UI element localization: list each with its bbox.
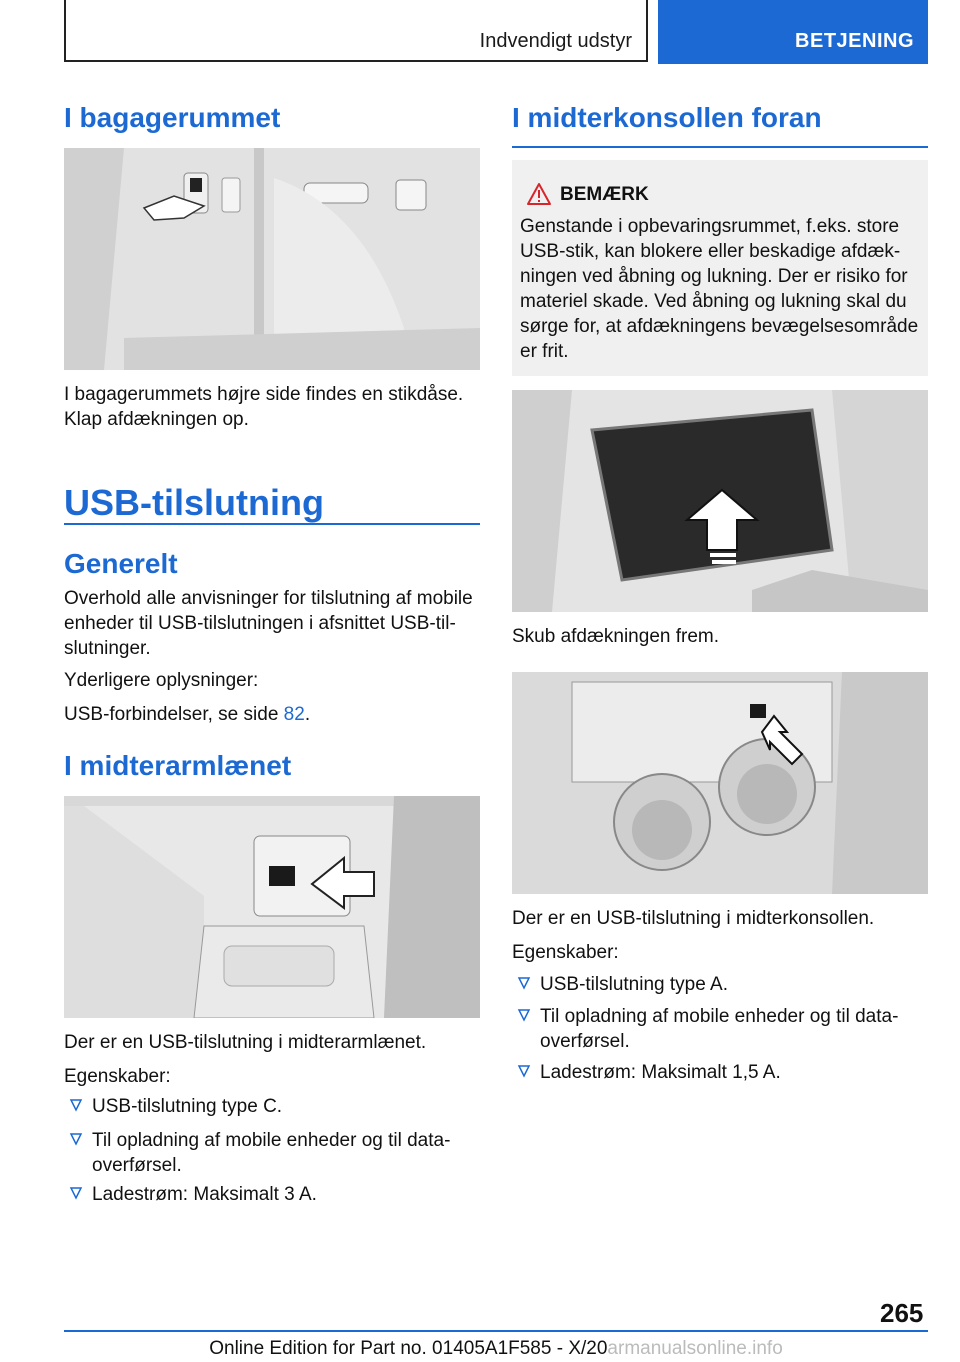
trunk-socket-image xyxy=(64,148,480,370)
para-yderligere: Yderligere oplysninger: xyxy=(64,670,259,691)
console-usb-image xyxy=(512,672,928,894)
list-item: Ladestrøm: Maksimalt 3 A. xyxy=(64,1182,480,1207)
triangle-bullet-icon xyxy=(516,1063,532,1079)
triangle-bullet-icon xyxy=(516,1007,532,1023)
console-cover-image xyxy=(512,390,928,612)
list-item: Til opladning af mobile enheder og til data-overførsel. xyxy=(512,1004,928,1054)
heading-bagagerummet: I bagagerummet xyxy=(64,102,281,133)
triangle-bullet-icon xyxy=(68,1185,84,1201)
forbindelser-text: USB-forbindelser, se side xyxy=(64,704,284,725)
page-number: 265 xyxy=(880,1298,924,1328)
para-generelt: Overhold alle anvisninger for tilslutning af mobile enheder til USB-tilslutningen i afsnittet USB-til-slutninger. xyxy=(64,588,473,659)
triangle-bullet-icon xyxy=(68,1097,84,1113)
triangle-bullet-icon xyxy=(68,1131,84,1147)
heading-usb-tilslutning: USB-tilslutning xyxy=(64,482,324,523)
left-column xyxy=(64,0,480,1300)
edition-line xyxy=(64,1338,928,1360)
triangle-bullet-icon xyxy=(516,975,532,991)
para-egenskaber-right: Egenskaber: xyxy=(512,942,619,963)
warning-icon xyxy=(526,182,552,206)
list-item: Til opladning af mobile enheder og til data-overførsel. xyxy=(64,1128,480,1178)
section-title: Indvendigt udstyr xyxy=(479,30,632,52)
footer-rule xyxy=(64,1330,928,1332)
para-skub: Skub afdækningen frem. xyxy=(512,626,720,647)
note-body: Genstande i opbevaringsrummet, f.eks. store USB-stik, kan blokere eller beskadige afdæk-ningen ved åbning og lukning. Der er risiko for materiel skade. Ved åbning og lukning skal du sørge for, at afdækningens bevægelsesområde er frit. xyxy=(520,216,919,362)
heading-midterkonsollen: I midterkonsollen foran xyxy=(512,102,822,133)
heading-generelt: Generelt xyxy=(64,548,178,579)
list-item: USB-tilslutning type A. xyxy=(512,972,928,997)
note-title: BEMÆRK xyxy=(560,184,649,205)
watermark: armanualsonline.info xyxy=(607,1338,783,1359)
heading-rule xyxy=(512,146,928,148)
list-item: USB-tilslutning type C. xyxy=(64,1094,480,1119)
right-column xyxy=(512,0,928,1300)
edition-text: Online Edition for Part no. 01405A1F585 - X/20 xyxy=(209,1338,608,1359)
para-egenskaber-left: Egenskaber: xyxy=(64,1066,171,1087)
para-konsol: Der er en USB-tilslutning i midterkonsollen. xyxy=(512,908,875,929)
chapter-title: BETJENING xyxy=(795,30,914,52)
page-link-82[interactable]: 82 xyxy=(283,704,305,725)
para-forbindelser xyxy=(64,702,480,727)
forbindelser-suffix: . xyxy=(304,704,311,725)
para-armrest: Der er en USB-tilslutning i midterarmlænet. xyxy=(64,1032,427,1053)
heading-midterarmlaenet: I midterarmlænet xyxy=(64,750,292,781)
list-item: Ladestrøm: Maksimalt 1,5 A. xyxy=(512,1060,928,1085)
heading-rule xyxy=(64,523,480,525)
para-bagage: I bagagerummets højre side findes en stikdåse. Klap afdækningen op. xyxy=(64,384,464,430)
note-box xyxy=(512,160,928,376)
armrest-usb-image xyxy=(64,796,480,1018)
